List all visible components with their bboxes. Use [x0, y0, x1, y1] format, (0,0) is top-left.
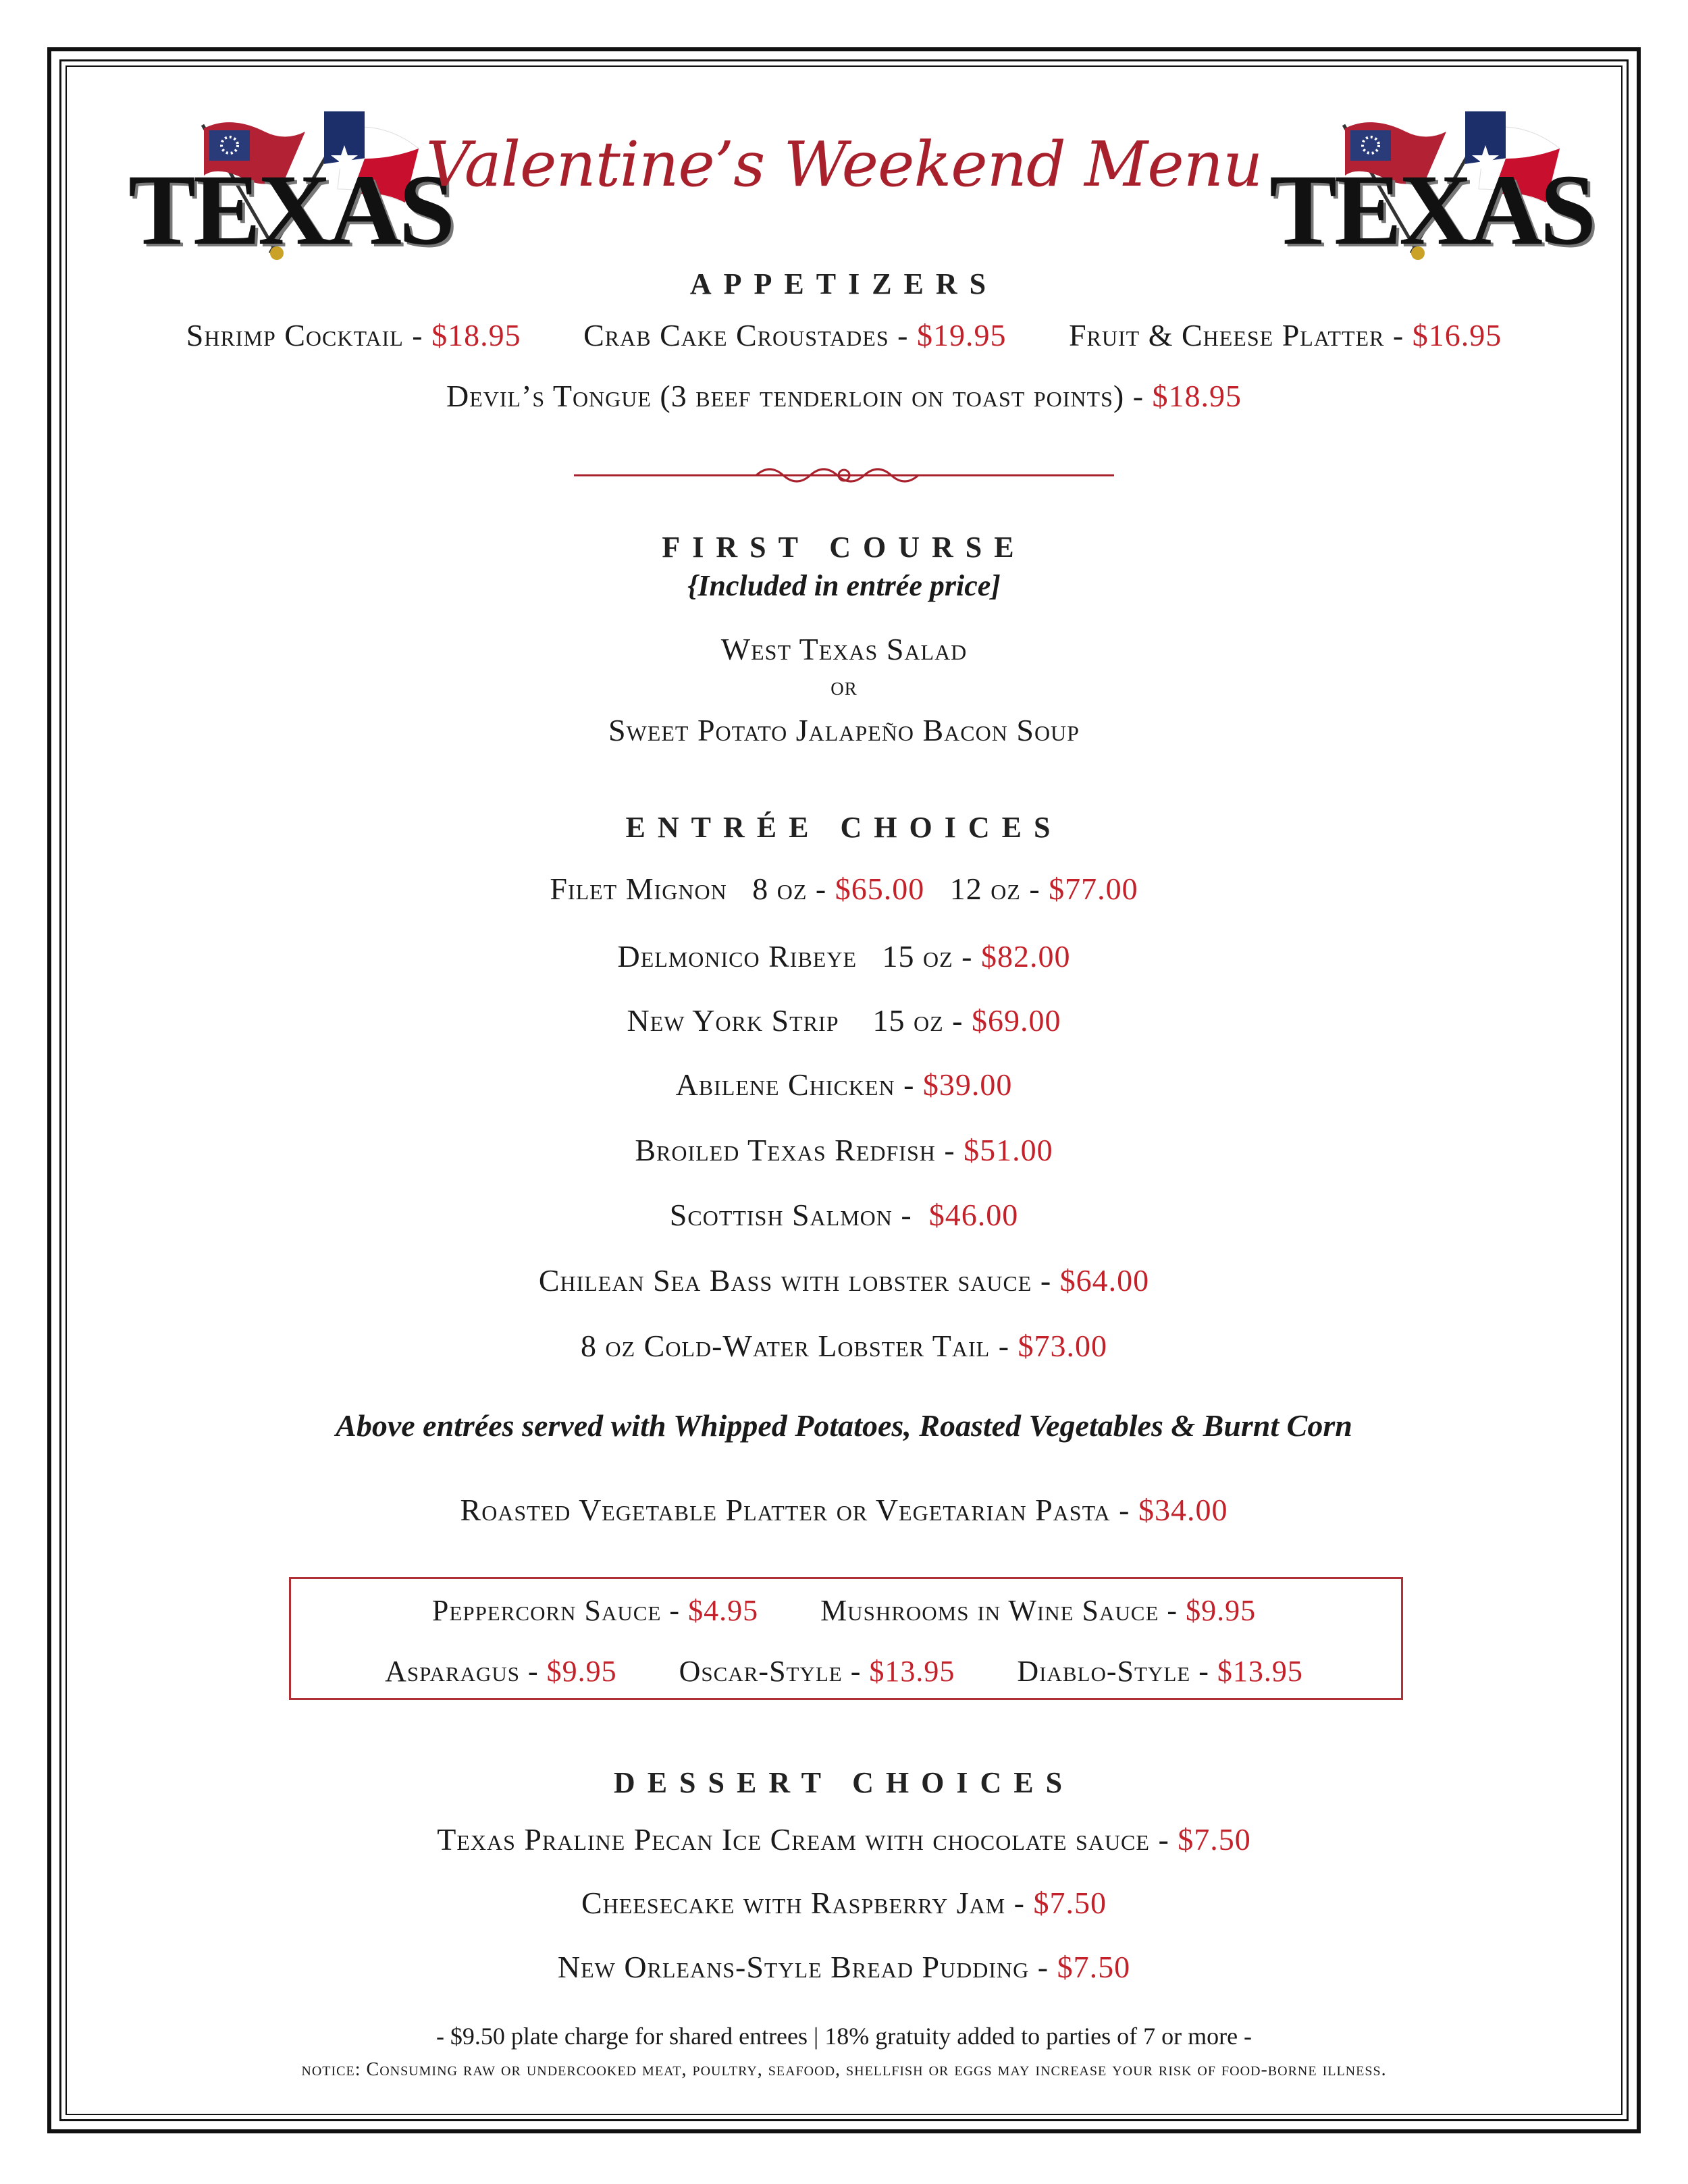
entrees-heading: ENTRÉE CHOICES: [625, 811, 1063, 844]
entree-item: Filet Mignon 8 oz - $65.00 12 oz - $77.00: [550, 872, 1138, 906]
entree-item: Chilean Sea Bass with lobster sauce - $64.00: [538, 1263, 1150, 1298]
logo-text: TEXAS: [128, 154, 453, 266]
charges-note: - $9.50 plate charge for shared entrees | 18% gratuity added to parties of 7 or more -: [436, 2023, 1252, 2050]
dessert-item: Texas Praline Pecan Ice Cream with chocolate sauce - $7.50: [437, 1822, 1251, 1857]
entree-item: New York Strip 15 oz - $69.00: [627, 1003, 1061, 1038]
first-course-heading: FIRST COURSE: [662, 531, 1026, 564]
desserts-heading: DESSERT CHOICES: [613, 1766, 1075, 1799]
appetizers-row-1: [0, 317, 1688, 353]
first-course-or: or: [830, 672, 858, 701]
entree-item: Delmonico Ribeye 15 oz - $82.00: [617, 939, 1071, 974]
addons-row-1: [0, 1593, 1688, 1628]
entree-item: 8 oz Cold-Water Lobster Tail - $73.00: [580, 1329, 1108, 1363]
first-course-subheading: {Included in entrée price]: [687, 569, 1001, 602]
menu-item: Fruit & Cheese Platter - $16.95: [1068, 318, 1502, 352]
dessert-item: Cheesecake with Raspberry Jam - $7.50: [581, 1886, 1107, 1920]
entree-item: Broiled Texas Redfish - $51.00: [635, 1133, 1053, 1167]
entree-item: Abilene Chicken - $39.00: [675, 1067, 1013, 1102]
addons-row-2: [0, 1654, 1688, 1688]
menu-item: Crab Cake Croustades - $19.95: [583, 318, 1007, 352]
served-with-note: Above entrées served with Whipped Potatoes, Roasted Vegetables & Burnt Corn: [336, 1408, 1352, 1443]
menu-title: Valentine’s Weekend Menu: [425, 128, 1263, 201]
vegetarian-item: Roasted Vegetable Platter or Vegetarian Pasta - $34.00: [460, 1493, 1228, 1527]
logo-text: TEXAS: [1269, 154, 1594, 266]
entree-item: Scottish Salmon - $46.00: [669, 1198, 1019, 1232]
addon-item: Diablo-Style - $13.95: [1017, 1655, 1303, 1688]
first-course-option-2: Sweet Potato Jalapeño Bacon Soup: [608, 713, 1080, 747]
health-notice: notice: Consuming raw or undercooked meat, poultry, seafood, shellfish or eggs may increase your risk of food-borne illness.: [301, 2059, 1387, 2080]
addon-item: Mushrooms in Wine Sauce - $9.95: [820, 1594, 1257, 1627]
dessert-item: New Orleans-Style Bread Pudding - $7.50: [557, 1950, 1131, 1984]
menu-item: Shrimp Cocktail - $18.95: [186, 318, 521, 352]
addon-item: Peppercorn Sauce - $4.95: [431, 1594, 759, 1627]
ornament-divider-icon: [574, 463, 1114, 483]
addon-item: Oscar-Style - $13.95: [679, 1655, 955, 1688]
appetizers-heading: APPETIZERS: [689, 267, 999, 300]
appetizers-row-2: Devil’s Tongue (3 beef tenderloin on toast points) - $18.95: [446, 379, 1242, 413]
first-course-option-1: West Texas Salad: [720, 632, 968, 666]
addon-item: Asparagus - $9.95: [385, 1655, 617, 1688]
